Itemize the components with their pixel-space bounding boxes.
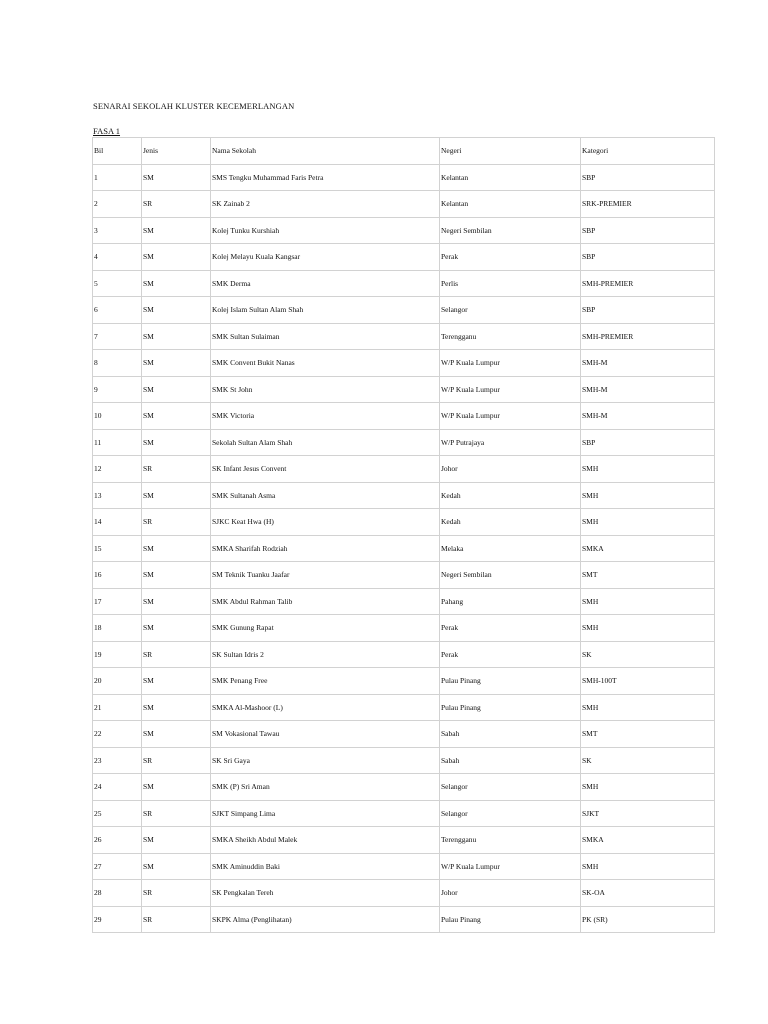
cell-negeri: Negeri Sembilan: [440, 217, 581, 244]
table-row: [93, 191, 715, 218]
header-jenis: Jenis: [142, 138, 211, 165]
cell-bil: 19: [93, 641, 142, 668]
cell-jenis: SR: [142, 641, 211, 668]
cell-jenis: SM: [142, 853, 211, 880]
cell-negeri: Pulau Pinang: [440, 694, 581, 721]
cell-jenis: SM: [142, 562, 211, 589]
cell-nama-sekolah: SMKA Al-Mashoor (L): [211, 694, 440, 721]
cell-negeri: Kedah: [440, 509, 581, 536]
cell-bil: 10: [93, 403, 142, 430]
cell-negeri: Perak: [440, 641, 581, 668]
cell-bil: 23: [93, 747, 142, 774]
cell-kategori: SBP: [581, 244, 715, 271]
table-row: [93, 323, 715, 350]
cell-nama-sekolah: SKPK Alma (Penglihatan): [211, 906, 440, 933]
table-header-row: [93, 138, 715, 165]
cell-negeri: Johor: [440, 880, 581, 907]
cell-nama-sekolah: SJKT Simpang Lima: [211, 800, 440, 827]
section-label: FASA 1: [93, 126, 121, 136]
cell-nama-sekolah: SK Sri Gaya: [211, 747, 440, 774]
table-row: [93, 800, 715, 827]
table-row: [93, 482, 715, 509]
table-row: [93, 668, 715, 695]
cell-bil: 13: [93, 482, 142, 509]
table-row: [93, 588, 715, 615]
cell-kategori: SMH: [581, 774, 715, 801]
cell-bil: 22: [93, 721, 142, 748]
cell-bil: 9: [93, 376, 142, 403]
cell-kategori: SMH-M: [581, 403, 715, 430]
cell-negeri: Kelantan: [440, 164, 581, 191]
cell-jenis: SR: [142, 880, 211, 907]
cell-negeri: W/P Kuala Lumpur: [440, 403, 581, 430]
cell-kategori: SMKA: [581, 535, 715, 562]
cell-kategori: SMH: [581, 456, 715, 483]
cell-kategori: SMH-100T: [581, 668, 715, 695]
cell-nama-sekolah: SMS Tengku Muhammad Faris Petra: [211, 164, 440, 191]
cell-kategori: SMH: [581, 615, 715, 642]
cell-kategori: SK-OA: [581, 880, 715, 907]
header-nama-sekolah: Nama Sekolah: [211, 138, 440, 165]
cell-bil: 29: [93, 906, 142, 933]
cell-bil: 25: [93, 800, 142, 827]
cell-bil: 12: [93, 456, 142, 483]
cell-jenis: SM: [142, 164, 211, 191]
cell-negeri: Terengganu: [440, 323, 581, 350]
cell-bil: 7: [93, 323, 142, 350]
cell-nama-sekolah: Kolej Islam Sultan Alam Shah: [211, 297, 440, 324]
table-row: [93, 244, 715, 271]
table-row: [93, 827, 715, 854]
cell-nama-sekolah: SMK Sultan Sulaiman: [211, 323, 440, 350]
header-kategori: Kategori: [581, 138, 715, 165]
cell-bil: 11: [93, 429, 142, 456]
table-row: [93, 880, 715, 907]
cell-nama-sekolah: SK Pengkalan Tereh: [211, 880, 440, 907]
cell-kategori: SK: [581, 747, 715, 774]
cell-kategori: SBP: [581, 297, 715, 324]
table-row: [93, 509, 715, 536]
table-row: [93, 694, 715, 721]
cell-jenis: SM: [142, 721, 211, 748]
cell-bil: 3: [93, 217, 142, 244]
table-row: [93, 562, 715, 589]
table-row: [93, 429, 715, 456]
cell-kategori: SMH: [581, 509, 715, 536]
cell-kategori: SMH-M: [581, 376, 715, 403]
cell-jenis: SM: [142, 668, 211, 695]
page-title: SENARAI SEKOLAH KLUSTER KECEMERLANGAN: [93, 101, 295, 111]
cell-bil: 6: [93, 297, 142, 324]
table-row: [93, 774, 715, 801]
table-row: [93, 456, 715, 483]
cell-nama-sekolah: SK Sultan Idris 2: [211, 641, 440, 668]
cell-negeri: Pulau Pinang: [440, 906, 581, 933]
cell-bil: 4: [93, 244, 142, 271]
cell-kategori: SRK-PREMIER: [581, 191, 715, 218]
table-body: [93, 164, 715, 933]
cell-negeri: Kelantan: [440, 191, 581, 218]
cell-negeri: Negeri Sembilan: [440, 562, 581, 589]
cell-nama-sekolah: SJKC Keat Hwa (H): [211, 509, 440, 536]
cell-jenis: SM: [142, 244, 211, 271]
cell-jenis: SM: [142, 350, 211, 377]
table-row: [93, 270, 715, 297]
cell-kategori: SBP: [581, 164, 715, 191]
cell-nama-sekolah: SMK (P) Sri Aman: [211, 774, 440, 801]
cell-nama-sekolah: SM Vokasional Tawau: [211, 721, 440, 748]
cell-jenis: SM: [142, 827, 211, 854]
table-row: [93, 853, 715, 880]
cell-nama-sekolah: SMK Penang Free: [211, 668, 440, 695]
cell-kategori: SMT: [581, 721, 715, 748]
cell-negeri: Sabah: [440, 721, 581, 748]
cell-jenis: SM: [142, 323, 211, 350]
cell-jenis: SM: [142, 535, 211, 562]
cell-jenis: SM: [142, 297, 211, 324]
table-row: [93, 376, 715, 403]
cell-kategori: SBP: [581, 429, 715, 456]
cell-jenis: SM: [142, 482, 211, 509]
cell-nama-sekolah: SK Zainab 2: [211, 191, 440, 218]
table-row: [93, 297, 715, 324]
cell-kategori: PK (SR): [581, 906, 715, 933]
school-table: [92, 137, 715, 933]
cell-negeri: W/P Kuala Lumpur: [440, 853, 581, 880]
cell-nama-sekolah: SMK Sultanah Asma: [211, 482, 440, 509]
cell-bil: 14: [93, 509, 142, 536]
table-row: [93, 164, 715, 191]
cell-bil: 16: [93, 562, 142, 589]
cell-negeri: Melaka: [440, 535, 581, 562]
cell-negeri: Sabah: [440, 747, 581, 774]
table-row: [93, 615, 715, 642]
header-negeri: Negeri: [440, 138, 581, 165]
cell-jenis: SR: [142, 747, 211, 774]
cell-kategori: SMH-PREMIER: [581, 323, 715, 350]
cell-jenis: SM: [142, 270, 211, 297]
cell-negeri: Pulau Pinang: [440, 668, 581, 695]
cell-bil: 15: [93, 535, 142, 562]
cell-negeri: W/P Putrajaya: [440, 429, 581, 456]
cell-kategori: SBP: [581, 217, 715, 244]
cell-nama-sekolah: Kolej Tunku Kurshiah: [211, 217, 440, 244]
cell-kategori: SMH: [581, 482, 715, 509]
cell-jenis: SM: [142, 694, 211, 721]
cell-bil: 17: [93, 588, 142, 615]
table-row: [93, 641, 715, 668]
cell-kategori: SMKA: [581, 827, 715, 854]
cell-nama-sekolah: SMK Victoria: [211, 403, 440, 430]
cell-negeri: Selangor: [440, 774, 581, 801]
cell-nama-sekolah: SMK Abdul Rahman Talib: [211, 588, 440, 615]
cell-bil: 5: [93, 270, 142, 297]
cell-negeri: Selangor: [440, 297, 581, 324]
cell-negeri: W/P Kuala Lumpur: [440, 376, 581, 403]
cell-nama-sekolah: SMK Derma: [211, 270, 440, 297]
cell-kategori: SJKT: [581, 800, 715, 827]
cell-kategori: SMH: [581, 694, 715, 721]
cell-negeri: Kedah: [440, 482, 581, 509]
cell-jenis: SM: [142, 217, 211, 244]
cell-jenis: SR: [142, 800, 211, 827]
cell-negeri: Johor: [440, 456, 581, 483]
cell-bil: 24: [93, 774, 142, 801]
cell-bil: 27: [93, 853, 142, 880]
cell-negeri: Perlis: [440, 270, 581, 297]
cell-nama-sekolah: Sekolah Sultan Alam Shah: [211, 429, 440, 456]
cell-negeri: Perak: [440, 615, 581, 642]
cell-kategori: SK: [581, 641, 715, 668]
cell-nama-sekolah: SM Teknik Tuanku Jaafar: [211, 562, 440, 589]
table-row: [93, 747, 715, 774]
table-row: [93, 350, 715, 377]
cell-jenis: SR: [142, 191, 211, 218]
cell-nama-sekolah: SMKA Sharifah Rodziah: [211, 535, 440, 562]
cell-jenis: SR: [142, 456, 211, 483]
cell-kategori: SMH: [581, 853, 715, 880]
cell-jenis: SM: [142, 403, 211, 430]
cell-kategori: SMT: [581, 562, 715, 589]
cell-negeri: Perak: [440, 244, 581, 271]
cell-bil: 21: [93, 694, 142, 721]
cell-nama-sekolah: SMK Aminuddin Baki: [211, 853, 440, 880]
cell-bil: 18: [93, 615, 142, 642]
table-row: [93, 217, 715, 244]
cell-jenis: SR: [142, 906, 211, 933]
cell-jenis: SM: [142, 615, 211, 642]
cell-jenis: SM: [142, 429, 211, 456]
table-row: [93, 535, 715, 562]
cell-bil: 28: [93, 880, 142, 907]
cell-bil: 2: [93, 191, 142, 218]
cell-bil: 1: [93, 164, 142, 191]
cell-bil: 26: [93, 827, 142, 854]
header-bil: Bil: [93, 138, 142, 165]
cell-kategori: SMH: [581, 588, 715, 615]
cell-bil: 20: [93, 668, 142, 695]
table-row: [93, 906, 715, 933]
cell-negeri: Selangor: [440, 800, 581, 827]
cell-negeri: Pahang: [440, 588, 581, 615]
cell-negeri: W/P Kuala Lumpur: [440, 350, 581, 377]
table-row: [93, 721, 715, 748]
cell-negeri: Terengganu: [440, 827, 581, 854]
cell-jenis: SM: [142, 588, 211, 615]
cell-nama-sekolah: SK Infant Jesus Convent: [211, 456, 440, 483]
cell-kategori: SMH-M: [581, 350, 715, 377]
cell-kategori: SMH-PREMIER: [581, 270, 715, 297]
table-row: [93, 403, 715, 430]
cell-nama-sekolah: SMK St John: [211, 376, 440, 403]
cell-bil: 8: [93, 350, 142, 377]
cell-nama-sekolah: SMKA Sheikh Abdul Malek: [211, 827, 440, 854]
cell-jenis: SM: [142, 376, 211, 403]
cell-nama-sekolah: SMK Gunung Rapat: [211, 615, 440, 642]
cell-nama-sekolah: Kolej Melayu Kuala Kangsar: [211, 244, 440, 271]
cell-jenis: SM: [142, 774, 211, 801]
cell-nama-sekolah: SMK Convent Bukit Nanas: [211, 350, 440, 377]
cell-jenis: SR: [142, 509, 211, 536]
